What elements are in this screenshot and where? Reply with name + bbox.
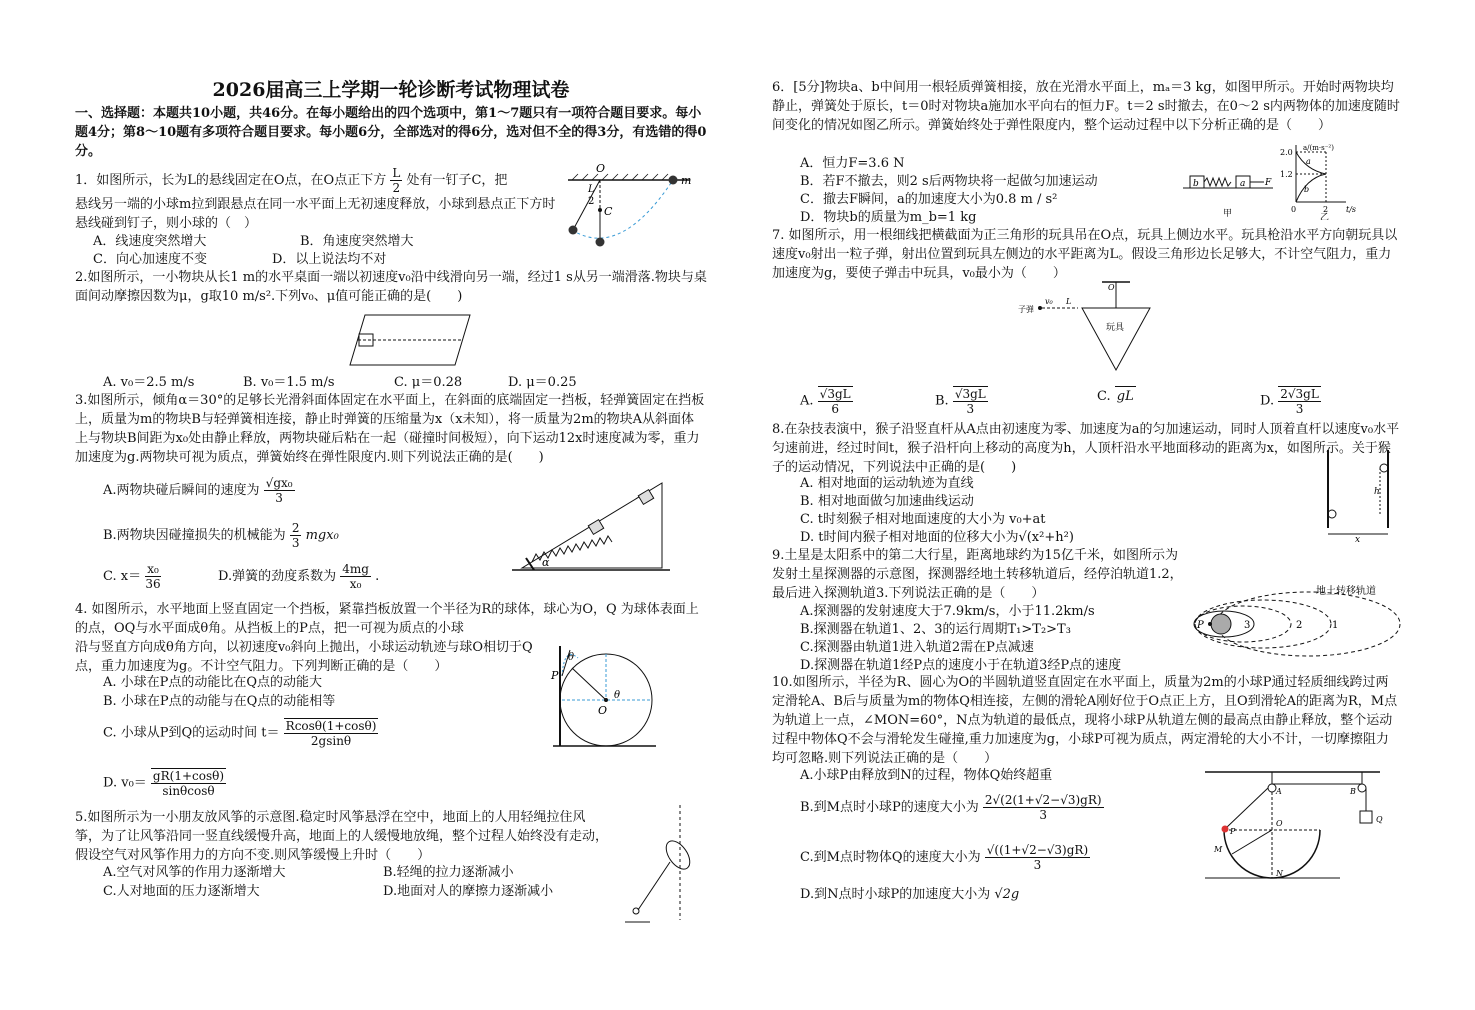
q3-d-frac bbox=[340, 562, 371, 591]
q6-option-a[interactable]: A．恒力F=3.6 N bbox=[800, 156, 905, 171]
q7-triangle-toy bbox=[1082, 308, 1150, 370]
q10-b-num: 2√(2(1+√2−√3)gR) bbox=[984, 793, 1102, 807]
q7-d-label: D. bbox=[1260, 393, 1275, 409]
q10-d-post: √2g bbox=[994, 887, 1020, 902]
q10-c-num: √((1+√2−√3)gR) bbox=[986, 843, 1089, 857]
q9-figure bbox=[1188, 576, 1403, 666]
q6-label-f: F bbox=[1265, 178, 1272, 188]
q4-d-den: sinθcosθ bbox=[162, 784, 215, 798]
q6-label-jia: 甲 bbox=[1223, 209, 1233, 219]
q3-stem: 3.如图所示，倾角α＝30°的足够长光滑斜面体固定在水平面上，在斜面的底端固定一挡板，轻弹簧固定在挡板上，质量为m的物块B与轻弹簧相连接，静止时弹簧的压缩量为x（x未知），将一质量为2m的物块A从斜面体上与物块B间距为x₀处由静止释放，两物块碰后粘在一起（碰撞时间极短），向下运动12x时速度减为零，重力加速度为g.两物块可视为质点，弹簧始终在弹性限度内.则下列说法正确的是( ) bbox=[75, 393, 705, 465]
q5-figure bbox=[620, 800, 700, 930]
q1-option-b[interactable]: B．角速度突然增大 bbox=[300, 234, 414, 249]
q3-b-num: 2 bbox=[291, 521, 300, 535]
q3-option-b[interactable] bbox=[103, 521, 339, 550]
q4-c-num: Rcosθ(1+cosθ) bbox=[285, 719, 377, 733]
q1-label-o: O bbox=[596, 162, 606, 175]
q8-option-a[interactable]: A. 相对地面的运动轨迹为直线 bbox=[800, 476, 974, 491]
q6-curve-a bbox=[1296, 152, 1326, 174]
q2-option-a[interactable]: A. v₀＝2.5 m/s bbox=[103, 375, 195, 390]
q10-label-n: N bbox=[1276, 869, 1283, 878]
q9-stem: 9.土星是太阳系中的第二大行星，距离地球约为15亿千米，如图所示为发射土星探测器的示意图，探测器经地土转移轨道后，经停泊轨道1.2，最后进入探测轨道3.下列说法正确的是（ ） bbox=[772, 548, 1183, 601]
q1-hatch bbox=[572, 174, 668, 180]
q6-label-yi: 乙 bbox=[1320, 213, 1330, 220]
q5-stem: 5.如图所示为一小朋友放风筝的示意图.稳定时风筝悬浮在空中，地面上的人用轻绳拉住风筝，为了让风筝沿同一竖直线缓慢升高，地面上的人缓慢地放绳，整个过程人始终没有走动，假设空气对风筝作用力的方向不变.则风筝缓慢上升时（ ） bbox=[75, 810, 609, 863]
q3-option-c[interactable] bbox=[103, 562, 161, 591]
q4-stem-part1: 4. 如图所示，水平地面上竖直固定一个挡板，紧靠挡板放置一个半径为R的球体，球心为O，Q 为球体表面上的点，OQ与水平面成θ角。从挡板上的P点，把一可视为质点的小球 bbox=[75, 602, 699, 636]
q4-option-b[interactable]: B. 小球在P点的动能与在Q点的动能相等 bbox=[103, 694, 336, 709]
q6-label-b: b bbox=[1193, 179, 1199, 189]
q7-a-den: 6 bbox=[831, 402, 839, 416]
q3-c-den: 36 bbox=[145, 577, 161, 591]
q1-nail bbox=[598, 208, 602, 212]
q3-option-d[interactable] bbox=[218, 562, 379, 591]
q3-option-a[interactable] bbox=[103, 476, 295, 505]
q6-curve-label-a: a bbox=[1306, 157, 1311, 166]
q3-d-text: D.弹簧的劲度系数为 bbox=[218, 569, 337, 584]
q10-b-den: 3 bbox=[1039, 808, 1048, 822]
q5-option-c[interactable]: C.人对地面的压力逐渐增大 bbox=[103, 884, 260, 899]
q1-ball-left bbox=[569, 226, 578, 235]
q1-label-l: L bbox=[588, 184, 595, 195]
q8-monkey-start bbox=[1328, 510, 1336, 518]
q3-a-den: 3 bbox=[275, 491, 283, 505]
q10-label-o: O bbox=[1276, 819, 1283, 828]
q10-option-d[interactable] bbox=[800, 885, 1019, 904]
q7-label-v0: v₀ bbox=[1045, 297, 1053, 306]
q8-figure bbox=[1318, 448, 1403, 543]
q7-label-l: L bbox=[1066, 297, 1072, 306]
q3-c-frac bbox=[145, 562, 161, 591]
q3-b-frac bbox=[290, 521, 302, 550]
q4-label-theta-top: θ bbox=[568, 652, 575, 663]
q10-label-q: Q bbox=[1376, 815, 1383, 824]
q1 bbox=[75, 166, 565, 195]
q6-figure bbox=[1178, 140, 1403, 220]
q10-c-frac bbox=[985, 843, 1090, 872]
q2-option-d[interactable]: D. μ＝0.25 bbox=[508, 375, 577, 390]
q6-spring bbox=[1204, 178, 1231, 186]
q1-frac-den: 2 bbox=[392, 181, 401, 195]
q10-pulley-a bbox=[1268, 784, 1276, 792]
q2-option-c[interactable]: C. μ＝0.28 bbox=[394, 375, 463, 390]
q10-label-a: A bbox=[1276, 787, 1282, 796]
q7-b-den: 3 bbox=[966, 402, 975, 416]
q6-curve-label-b: b bbox=[1304, 185, 1310, 194]
q10-c-den: 3 bbox=[1033, 858, 1042, 872]
q1-stem-part2: 处有一钉子C，把 bbox=[406, 173, 508, 188]
q10-block-q bbox=[1360, 811, 1372, 823]
q4-label-o: O bbox=[598, 704, 608, 717]
q7-option-b[interactable] bbox=[935, 386, 988, 416]
q2-option-b[interactable]: B. v₀＝1.5 m/s bbox=[243, 375, 335, 390]
q5-option-a[interactable]: A.空气对风筝的作用力逐渐增大 bbox=[103, 865, 286, 880]
q7-d-den: 3 bbox=[1295, 402, 1304, 416]
q3-d-post: . bbox=[375, 569, 380, 584]
q4-figure bbox=[548, 636, 658, 751]
q3-a-frac bbox=[264, 476, 295, 505]
q5-option-d[interactable]: D.地面对人的摩擦力逐渐减小 bbox=[383, 884, 554, 899]
q1-option-c[interactable]: C．向心加速度不变 bbox=[93, 252, 207, 267]
q6-label-0: 0 bbox=[1291, 205, 1297, 214]
q6-label-ylabel: a/(m·s⁻²) bbox=[1303, 144, 1334, 152]
q9-label-orbit: 地土转移轨道 bbox=[1316, 586, 1376, 597]
q3-label-alpha: α bbox=[542, 556, 550, 569]
q9-option-c[interactable]: C.探测器由轨道1进入轨道2需在P点减速 bbox=[800, 640, 1034, 655]
q10-b-frac bbox=[983, 793, 1104, 822]
q4-label-p: P bbox=[551, 669, 559, 682]
q8-option-d[interactable]: D. t时间内猴子相对地面的位移大小为√(x²+h²) bbox=[800, 530, 1074, 545]
q4-stem-part2: 沿与竖直方向成θ角方向，以初速度v₀斜向上抛出，小球运动轨迹与球O相切于Q点，重力加速度为g。不计空气阻力。下列判断正确的是（ ） bbox=[75, 640, 533, 674]
q3-c-text: C. x＝ bbox=[103, 569, 142, 584]
q4-option-c[interactable] bbox=[103, 718, 378, 748]
q5-person bbox=[633, 908, 639, 914]
q1-frac-num: L bbox=[392, 166, 401, 180]
q8-label-h: h bbox=[1374, 487, 1380, 497]
q8-label-x: x bbox=[1355, 535, 1361, 543]
q1-string-left bbox=[573, 180, 600, 230]
q7-figure bbox=[1010, 280, 1160, 375]
q5-string bbox=[638, 862, 670, 910]
q10-stem: 10.如图所示，半径为R、圆心为O的半圆轨道竖直固定在水平面上，质量为2m的小球P通过轻质细线跨过两定滑轮A、B后与质量为m的物体Q相连接，左侧的滑轮A刚好位于O点正上方，且O到滑轮A的距离为R，M点为轨道上一点，∠MON=60°，N点为轨道的最低点，现将小球P从轨道左侧的最高点由静止释放，整个运动过程中物体Q不会与滑轮发生碰撞,重力加速度为g，小球P可视为质点，两定滑轮的大小不计，一切摩擦阻力均可忽略.则下列说法正确的是（ ） bbox=[772, 675, 1398, 766]
q4-d-text: D. v₀＝ bbox=[103, 775, 147, 791]
q10-ball-p bbox=[1222, 826, 1229, 833]
q10-label-b: B bbox=[1350, 787, 1356, 796]
q7-label-wanju: 玩具 bbox=[1106, 323, 1125, 333]
q7-option-d[interactable] bbox=[1260, 386, 1321, 416]
q9-label-1: 1 bbox=[1332, 620, 1339, 631]
q6-option-c[interactable]: C．撤去F瞬间，a的加速度大小为0.8 m / s² bbox=[800, 192, 1058, 207]
q6-label-ts: t/s bbox=[1346, 205, 1357, 214]
q9-option-b[interactable]: B.探测器在轨道1、2、3的运行周期T₁>T₂>T₃ bbox=[800, 622, 1071, 637]
q7-option-c[interactable] bbox=[1097, 386, 1136, 406]
q7-bullet bbox=[1038, 306, 1042, 310]
q9-label-p: P bbox=[1197, 620, 1204, 631]
q9-label-3: 3 bbox=[1244, 620, 1251, 631]
q7-a-frac bbox=[818, 386, 853, 416]
q4-c-text: C. 小球从P到Q的运动时间 t＝ bbox=[103, 725, 280, 741]
q1-figure bbox=[560, 160, 700, 255]
q7-label-zidan: 子弹 bbox=[1018, 305, 1034, 314]
q4-c-den: 2gsinθ bbox=[310, 734, 352, 748]
q6-label-2: 2 bbox=[1323, 205, 1329, 214]
q7-c-expr: gL bbox=[1115, 386, 1136, 406]
q6-label-12: 1.2 bbox=[1280, 170, 1293, 179]
section-instructions: 一、选择题：本题共10小题，共46分。在每小题给出的四个选项中，第1～7题只有一项符合题目要求。每小题4分；第8～10题有多项符合题目要求。每小题6分，全部选对的得6分，选对但不全的得3分，有选错的得0分。 bbox=[75, 106, 707, 159]
q10-option-b[interactable] bbox=[800, 793, 1104, 822]
q2-figure bbox=[345, 310, 475, 370]
q6-curve-b bbox=[1296, 174, 1326, 202]
q6-option-d[interactable]: D．物块b的质量为m_b=1 kg bbox=[800, 210, 977, 225]
q4-radius-q bbox=[572, 668, 606, 700]
q1-label-2: 2 bbox=[588, 196, 595, 207]
q3-figure bbox=[512, 478, 672, 578]
q7-c-label: C. bbox=[1097, 389, 1111, 404]
q7-d-frac bbox=[1278, 386, 1321, 416]
q7-b-frac bbox=[953, 386, 988, 416]
q3-a-num: √gx₀ bbox=[265, 476, 293, 490]
q4-option-a[interactable]: A. 小球在P点的动能比在Q点的动能大 bbox=[103, 675, 323, 690]
q7-a-label: A. bbox=[800, 393, 814, 409]
q4-d-frac bbox=[151, 768, 226, 798]
page-title: 2026届高三上学期一轮诊断考试物理试卷 bbox=[212, 79, 570, 101]
q7-b-num: √3gL bbox=[954, 387, 986, 401]
q4-option-d[interactable] bbox=[103, 768, 226, 798]
q10-label-p: P bbox=[1230, 827, 1236, 836]
q1-option-a[interactable]: A．线速度突然增大 bbox=[93, 234, 207, 249]
q9-label-2: 2 bbox=[1296, 620, 1303, 631]
q3-b-text: B.两物块因碰撞损失的机械能为 bbox=[103, 528, 286, 543]
q7-b-label: B. bbox=[935, 393, 949, 409]
q1-stem-fraction bbox=[390, 166, 402, 195]
q8-option-c[interactable]: C. t时刻猴子相对地面速度的大小为 v₀+at bbox=[800, 512, 1046, 527]
q3-block-a bbox=[638, 490, 653, 505]
q1-label-m: m bbox=[681, 174, 692, 187]
q4-label-theta: θ bbox=[614, 690, 621, 701]
q1-label-c: C bbox=[604, 205, 613, 218]
q3-block-b bbox=[588, 520, 603, 535]
q4-c-frac bbox=[284, 718, 379, 748]
q9-point-p bbox=[1208, 622, 1212, 626]
q1-ball-bottom bbox=[596, 238, 605, 247]
q2-stem: 2.如图所示，一小物块从长1 m的水平桌面一端以初速度v₀沿中线滑向另一端，经过1 s从另一端滑落.物块与桌面间动摩擦因数为μ，g取10 m/s².下列v₀、μ值可能正确的是( ) bbox=[75, 270, 707, 304]
q7-a-num: √3gL bbox=[819, 387, 851, 401]
q3-d-den: x₀ bbox=[349, 577, 362, 591]
q3-b-den: 3 bbox=[291, 536, 300, 550]
q1-ball-start bbox=[669, 176, 678, 185]
q9-option-d[interactable]: D.探测器在轨道1经P点的速度小于在轨道3经P点的速度 bbox=[800, 658, 1122, 673]
q6-label-a: a bbox=[1240, 179, 1246, 189]
q7-stem: 7. 如图所示，用一根细线把横截面为正三角形的玩具吊在O点，玩具上侧边水平。玩具枪沿水平方向朝玩具以速度v₀射出一粒子弹，射出位置到玩具左侧边的水平距离为L。假设三角形边长足够大，不计空气阻力，重力加速度为g，要使子弹击中玩具，v₀最小为（ ） bbox=[772, 228, 1398, 281]
q9-saturn bbox=[1211, 614, 1231, 634]
q10-figure bbox=[1200, 766, 1400, 881]
q6-option-b[interactable]: B．若F不撤去，则2 s后两物块将一起做匀加速运动 bbox=[800, 174, 1098, 189]
q1-stem-part3: 悬线另一端的小球m拉到跟悬点在同一水平面上无初速度释放，小球到悬点正下方时悬线碰到钉子，则小球的（ ） bbox=[75, 197, 556, 231]
q10-pulley-b bbox=[1358, 784, 1366, 792]
q7-option-a[interactable] bbox=[800, 386, 853, 416]
q3-a-text: A.两物块碰后瞬间的速度为 bbox=[103, 483, 260, 498]
q10-d-text: D.到N点时小球P的加速度大小为 bbox=[800, 887, 991, 902]
q10-rope-p bbox=[1226, 788, 1268, 828]
q10-c-text: C.到M点时物体Q的速度大小为 bbox=[800, 850, 981, 865]
q10-label-m: M bbox=[1214, 845, 1223, 854]
q3-c-num: x₀ bbox=[147, 562, 159, 576]
q10-radius-m bbox=[1232, 830, 1272, 854]
q8-stem: 8.在杂技表演中，猴子沿竖直杆从A点由初速度为零、加速度为a的匀加速运动，同时人顶着直杆以速度v₀水平匀速前进，经过时间t，猴子沿杆向上移动的高度为h，人顶杆沿水平地面移动的距离为x，如图所示。关于猴子的运动情况，下列说法中正确的是( ) bbox=[772, 422, 1400, 475]
q7-d-num: 2√3gL bbox=[1280, 387, 1319, 401]
q5-option-b[interactable]: B.轻绳的拉力逐渐减小 bbox=[383, 865, 514, 880]
q4-d-num: gR(1+cosθ) bbox=[152, 769, 225, 783]
q8-option-b[interactable]: B. 相对地面做匀加速曲线运动 bbox=[800, 494, 974, 509]
q10-b-text: B.到M点时小球P的速度大小为 bbox=[800, 800, 979, 815]
q7-label-o: O bbox=[1108, 283, 1115, 292]
q3-b-post: mgx₀ bbox=[305, 528, 339, 543]
q3-d-num: 4mg bbox=[342, 562, 369, 576]
q6-stem: 6．[5分]物块a、b中间用一根轻质弹簧相接，放在光滑水平面上，mₐ＝3 kg，如图甲所示。开始时两物块均静止，弹簧处于原长，t＝0时对物块a施加水平向右的恒力F。t＝2 s时撤去，在0～2 s内两物体的加速度随时间变化的情况如图乙所示。弹簧始终处于弹性限度内，整个运动过程中以下分析正确的是（ ） bbox=[772, 80, 1400, 133]
q6-label-20: 2.0 bbox=[1280, 148, 1293, 157]
q1-stem-part1: 1．如图所示，长为L的悬线固定在O点，在O点正下方 bbox=[75, 173, 387, 188]
q9-option-a[interactable]: A.探测器的发射速度大于7.9km/s，小于11.2km/s bbox=[800, 604, 1095, 619]
q4-center bbox=[604, 698, 608, 702]
q10-option-a[interactable]: A.小球P由释放到N的过程，物体Q始终超重 bbox=[800, 768, 1053, 783]
q10-option-c[interactable] bbox=[800, 843, 1090, 872]
q8-monkey-end bbox=[1380, 464, 1388, 472]
q1-option-d[interactable]: D．以上说法均不对 bbox=[272, 252, 387, 267]
